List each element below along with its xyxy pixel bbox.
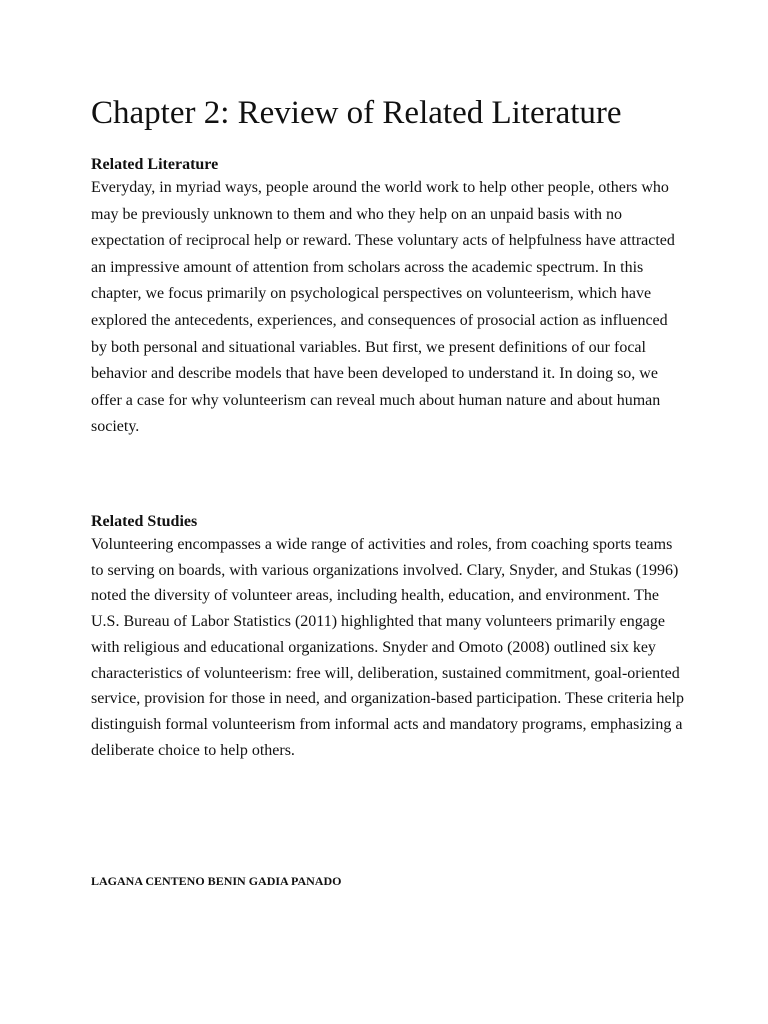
related-studies-section [91,512,686,763]
authors-footer: LAGANA CENTENO BENIN GADIA PANADO [91,874,342,888]
related-studies-paragraph: Volunteering encompasses a wide range of activities and roles, from coaching sports teams to serving on boards, with various organizations involved. Clary, Snyder, and Stukas (1996) noted the diversity of volunteer areas, including health, education, and environment. The U.S. Bureau of Labor Statistics (2011) highlighted that many volunteers primarily engage with religious and educational organizations. Snyder and Omoto (2008) outlined six key characteristics of volunteerism: free will, deliberation, sustained commitment, goal-oriented service, provision for those in need, and organization-based participation. These criteria help distinguish formal volunteerism from informal acts and mandatory programs, emphasizing a deliberate choice to help others. [91,536,684,759]
related-studies-heading: Related Studies [91,513,198,530]
related-literature-paragraph: Everyday, in myriad ways, people around the world work to help other people, others who may be previously unknown to them and who they help on an unpaid basis with no expectation of reciprocal help or reward. These voluntary acts of helpfulness have attracted an impressive amount of attention from scholars across the academic spectrum. In this chapter, we focus primarily on psychological perspectives on volunteerism, which have explored the antecedents, experiences, and consequences of prosocial action as influenced by both personal and situational variables. But first, we present definitions of our focal behavior and describe models that have been developed to understand it. In doing so, we offer a case for why volunteerism can reveal much about human nature and about human society. [91,179,675,436]
related-literature-heading: Related Literature [91,156,219,173]
chapter-title: Chapter 2: Review of Related Literature [91,95,622,131]
related-literature-section [91,155,686,441]
